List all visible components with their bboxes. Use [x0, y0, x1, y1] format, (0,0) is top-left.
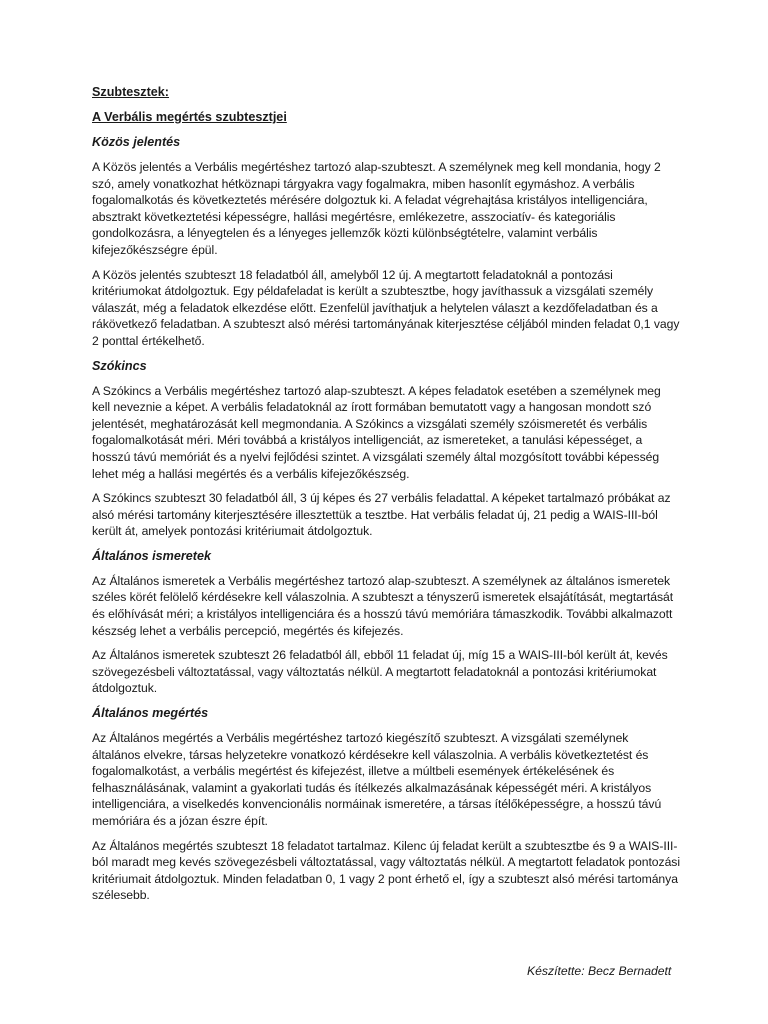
section-kozos-jelentes: [92, 134, 680, 350]
paragraph: Az Általános megértés a Verbális megértéshez tartozó kiegészítő szubteszt. A vizsgálati személynek általános elvekre, társas helyzetekre vonatkozó kérdésekre kell válaszolnia. A verbális következtetést és fogalomalkotást, a verbális megértést és kifejezést, illetve a múltbeli események értékelésének és felhasználásának, valamint a gyakorlati tudás és ítélkezés alkalmazásának képességét méri. A kristályos intelligenciára, a viselkedés konvencionális normáinak ismeretére, a társas ítélőképességre, a hosszú távú memóriára és a józan észre épít.: [92, 731, 662, 828]
section-altalanos-megertes: [92, 705, 680, 904]
section-heading: Általános megértés: [92, 706, 209, 721]
section-szokincs: [92, 358, 680, 540]
paragraph: A Közös jelentés szubteszt 18 feladatból áll, amelyből 12 új. A megtartott feladatoknál a pontozási kritériumokat átdolgoztuk. Egy példafeladat is került a szubtesztbe, hogy javíthassuk a vizsgálati személy válaszát, még a feladatok elkezdése előtt. Ezenfelül javíthatjuk a helytelen választ a kezdőfeladatban és a rákövetkező feladatban. A szubteszt alsó mérési tartományának kiterjesztése céljából minden feladat 0,1 vagy 2 ponttal értékelhető.: [92, 267, 680, 348]
paragraph: Az Általános ismeretek a Verbális megértéshez tartozó alap-szubteszt. A személynek az általános ismeretek széles körét felölelő kérdésekre kell válaszolnia. A szubteszt a tényszerű ismeretek elsajátítását, megtartását és előhívását méri; a kristályos intelligenciára és a hosszú távú memóriára támaszkodik. További alkalmazott készség lehet a verbális percepció, megértés és kifejezés.: [92, 573, 674, 638]
section-heading: Általános ismeretek: [92, 548, 211, 563]
paragraph: A Szókincs a Verbális megértéshez tartozó alap-szubteszt. A képes feladatok esetében a személynek meg kell neveznie a képet. A verbális feladatoknál az írott formában bemutatott vagy a hangosan mondott szó jelentését, meghatározását kell megmondania. A Szókincs a vizsgálati személy szóismeretét és verbális fogalomalkotását méri. Méri továbbá a kristályos intelligenciát, az ismereteket, a tanulási képességet, a hosszú távú memóriát és a nyelvi fejlődési szintet. A vizsgálati személy által mozgósított további képesség lehet még a hallási megértés és a verbális kifejezőkészség.: [92, 383, 661, 481]
paragraph: A Szókincs szubteszt 30 feladatból áll, 3 új képes és 27 verbális feladattal. A képeket tartalmazó próbákat az alsó mérési tartomány kiterjesztésére illesztettük a tesztbe. Hat verbális feladat új, 21 pedig a WAIS-III-ból került át, amelyek pontozási kritériumait átdolgoztuk.: [92, 491, 671, 539]
document-title: Szubtesztek:: [92, 85, 169, 99]
paragraph: Az Általános ismeretek szubteszt 26 feladatból áll, ebből 11 feladat új, míg 15 a WAIS-III-ból került át, kevés szövegezésbeli változtatással, vagy változtatás nélkül. A megtartott feladatoknál a pontozási kritériumokat átdolgoztuk.: [92, 648, 668, 696]
section-heading: Közös jelentés: [92, 135, 181, 149]
paragraph: A Közös jelentés a Verbális megértéshez tartozó alap-szubteszt. A személynek meg kell mondania, hogy 2 szó, amely vonatkozhat hétköznapi tárgyakra vagy fogalmakra, miben hasonlít egymáshoz. A verbális fogalomalkotás és következtetés mérésére dolgoztuk ki. A feladat végrehajtása kristályos intelligenciára, absztrakt következtetési képességre, hallási megértésre, emlékezetre, asszociatív- és kategoriális gondolkozásra, a lényegtelen és a lényeges jellemzők közti különbségtételre, valamint verbális kifejezőkészségre épül.: [92, 160, 661, 257]
section-heading: Szókincs: [92, 358, 147, 373]
section-altalanos-ismeretek: [92, 548, 680, 697]
document-subtitle: A Verbális megértés szubtesztjei: [92, 110, 287, 124]
author-credit: Készítette: Becz Bernadett: [527, 964, 672, 978]
document-body: [92, 84, 680, 912]
paragraph: Az Általános megértés szubteszt 18 feladatot tartalmaz. Kilenc új feladat került a szubtesztbe és 9 a WAIS-III-ból maradt meg kevés szövegezésbeli változtatással, vagy változtatás nélkül. A megtartott feladatok pontozási kritériumait átdolgoztuk. Minden feladatban 0, 1 vagy 2 pont érhető el, így a szubteszt alsó mérési tartománya szélesebb.: [92, 838, 681, 903]
